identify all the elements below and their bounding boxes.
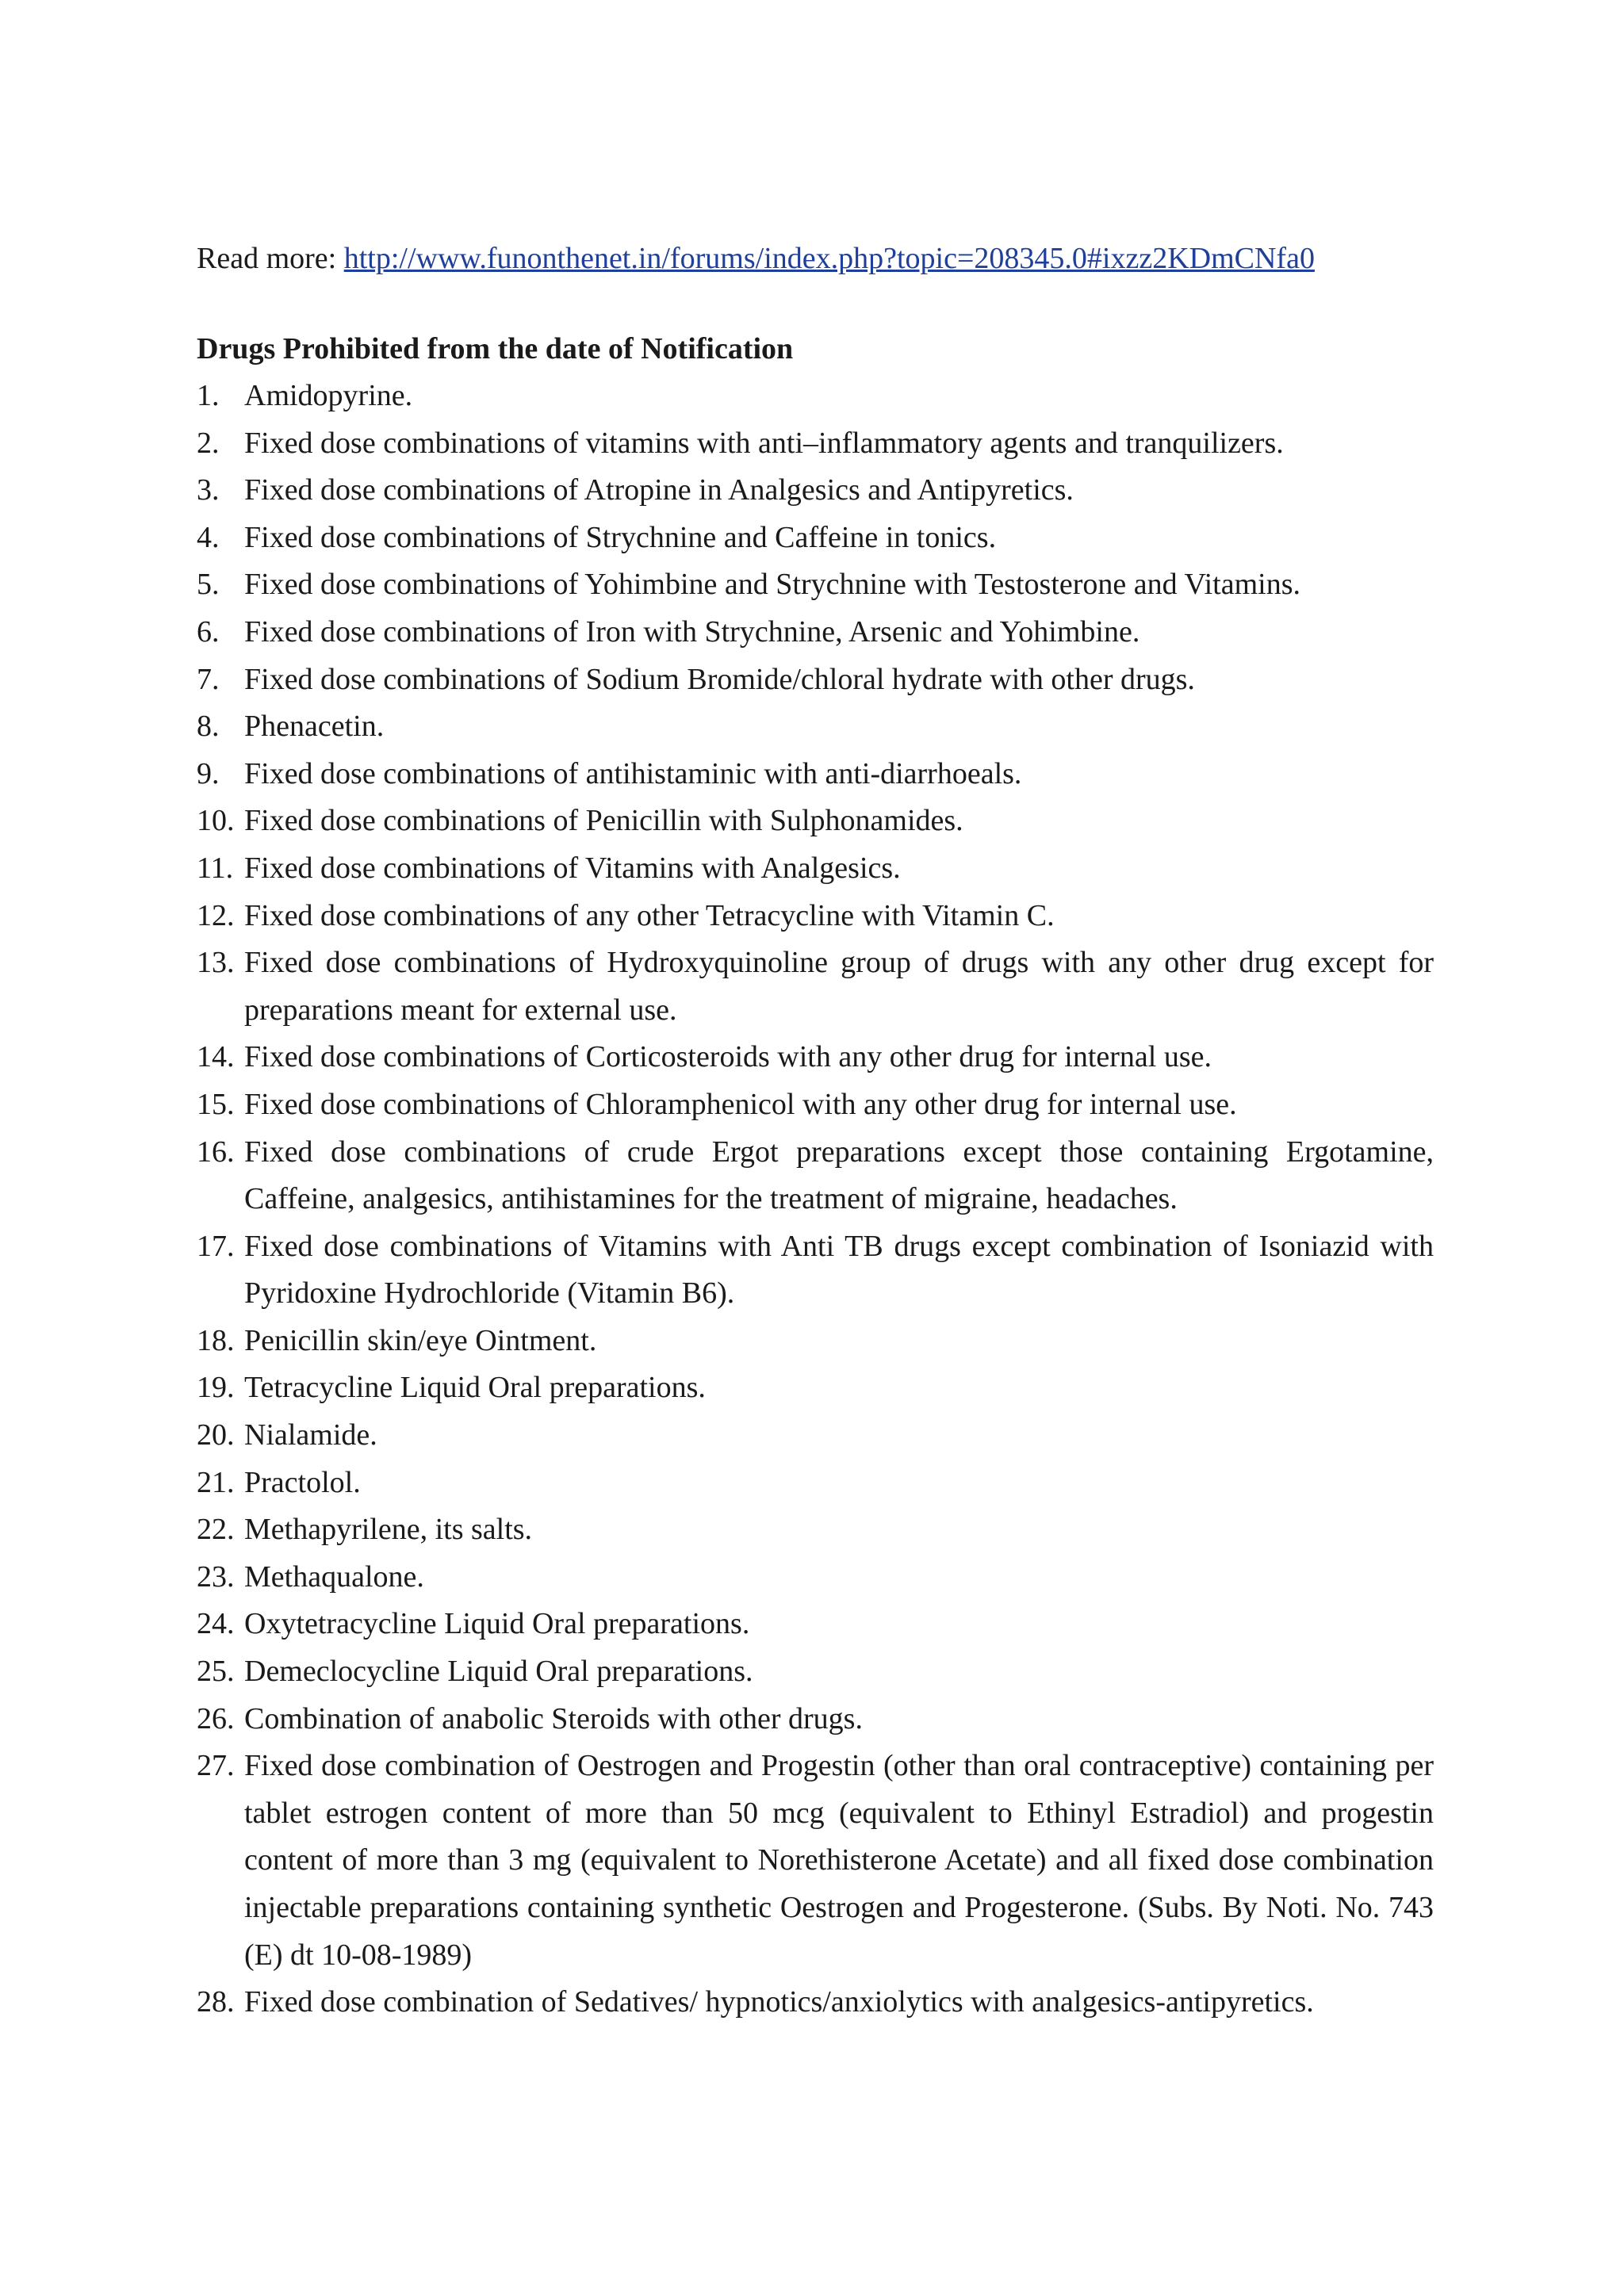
- read-more-line: [197, 235, 1434, 282]
- item-text: Combination of anabolic Steroids with other drugs.: [244, 1701, 863, 1735]
- item-text: Fixed dose combinations of Penicillin with Sulphonamides.: [244, 804, 963, 838]
- item-text: Fixed dose combinations of Vitamins with Anti TB drugs except combination of Isoniazid with Pyridoxine Hydrochloride (Vitamin B6).: [244, 1229, 1434, 1311]
- list-item: [197, 1554, 1434, 1601]
- list-item: [197, 373, 1434, 420]
- item-number: 23.: [197, 1559, 235, 1594]
- item-number: 24.: [197, 1607, 235, 1641]
- list-item: [197, 656, 1434, 704]
- item-number: 20.: [197, 1418, 235, 1452]
- item-text: Fixed dose combinations of Yohimbine and Strychnine with Testosterone and Vitamins.: [244, 568, 1300, 602]
- item-number: 19.: [197, 1371, 235, 1405]
- item-number: 22.: [197, 1513, 235, 1547]
- prohibited-drug-list: [197, 373, 1434, 2026]
- item-text: Fixed dose combination of Oestrogen and Progestin (other than oral contraceptive) containing per tablet estrogen content of more than 50 mcg (equivalent to Ethinyl Estradiol) and progestin content of more than 3 mg (equivalent to Norethisterone Acetate) and all fixed dose combination injectable preparations containing synthetic Oestrogen and Progesterone. (Subs. By Noti. No. 743 (E) dt 10-08-1989): [244, 1749, 1434, 1972]
- item-text: Methapyrilene, its salts.: [244, 1513, 533, 1547]
- item-text: Nialamide.: [244, 1418, 377, 1452]
- item-number: 21.: [197, 1465, 235, 1499]
- list-item: [197, 1129, 1434, 1223]
- item-text: Fixed dose combinations of Vitamins with Analgesics.: [244, 851, 901, 885]
- item-text: Fixed dose combinations of crude Ergot preparations except those containing Ergotamine, Caffeine, analgesics, antihistamines for the treatment of migraine, headaches.: [244, 1135, 1434, 1216]
- item-text: Practolol.: [244, 1465, 361, 1499]
- item-number: 13.: [197, 946, 235, 980]
- item-text: Fixed dose combinations of Atropine in Analgesics and Antipyretics.: [244, 473, 1074, 507]
- item-number: 15.: [197, 1087, 235, 1121]
- list-item: [197, 1318, 1434, 1365]
- item-text: Fixed dose combinations of Hydroxyquinoline group of drugs with any other drug except for preparations meant for external use.: [244, 946, 1434, 1027]
- item-number: 16.: [197, 1135, 235, 1169]
- item-number: 11.: [197, 851, 234, 885]
- item-text: Methaqualone.: [244, 1559, 424, 1594]
- list-item: [197, 1743, 1434, 1979]
- list-item: [197, 751, 1434, 798]
- item-text: Fixed dose combinations of Strychnine and Caffeine in tonics.: [244, 520, 997, 554]
- item-number: 4.: [197, 520, 220, 554]
- list-item: [197, 1081, 1434, 1129]
- item-text: Fixed dose combinations of Sodium Bromide/chloral hydrate with other drugs.: [244, 662, 1195, 696]
- item-text: Amidopyrine.: [244, 379, 413, 412]
- list-item: [197, 561, 1434, 609]
- list-item: [197, 939, 1434, 1034]
- read-more-link[interactable]: http://www.funonthenet.in/forums/index.php?topic=208345.0#ixzz2KDmCNfa0: [343, 242, 1315, 275]
- list-item: [197, 1460, 1434, 1507]
- item-number: 1.: [197, 379, 220, 412]
- item-number: 10.: [197, 804, 235, 838]
- item-number: 26.: [197, 1701, 235, 1735]
- list-item: [197, 1601, 1434, 1648]
- item-text: Phenacetin.: [244, 710, 385, 744]
- item-text: Fixed dose combinations of antihistaminic with anti-diarrhoeals.: [244, 756, 1022, 790]
- item-number: 3.: [197, 473, 220, 507]
- item-number: 9.: [197, 756, 220, 790]
- list-item: [197, 1506, 1434, 1554]
- list-item: [197, 1412, 1434, 1460]
- item-text: Fixed dose combinations of Iron with Strychnine, Arsenic and Yohimbine.: [244, 614, 1140, 649]
- document-content: [197, 235, 1434, 2026]
- item-number: 8.: [197, 710, 220, 744]
- item-number: 7.: [197, 662, 220, 696]
- item-number: 14.: [197, 1040, 235, 1074]
- list-item: [197, 845, 1434, 893]
- list-item: [197, 609, 1434, 656]
- list-item: [197, 467, 1434, 515]
- item-number: 17.: [197, 1229, 235, 1263]
- item-text: Fixed dose combinations of Chloramphenicol with any other drug for internal use.: [244, 1087, 1237, 1121]
- item-text: Fixed dose combination of Sedatives/ hypnotics/anxiolytics with analgesics-antipyretics.: [244, 1985, 1314, 2019]
- list-item: [197, 1223, 1434, 1318]
- list-item: [197, 703, 1434, 751]
- item-number: 12.: [197, 898, 235, 932]
- list-item: [197, 1034, 1434, 1081]
- item-text: Oxytetracycline Liquid Oral preparations.: [244, 1607, 750, 1641]
- item-number: 28.: [197, 1985, 235, 2019]
- list-item: [197, 1696, 1434, 1743]
- item-number: 25.: [197, 1655, 235, 1689]
- read-more-label: Read more:: [197, 242, 344, 275]
- list-item: [197, 893, 1434, 940]
- item-text: Demeclocycline Liquid Oral preparations.: [244, 1655, 753, 1689]
- item-number: 27.: [197, 1749, 235, 1783]
- item-number: 18.: [197, 1323, 235, 1357]
- item-number: 6.: [197, 614, 220, 649]
- list-item: [197, 515, 1434, 562]
- list-item: [197, 1648, 1434, 1696]
- list-item: [197, 1364, 1434, 1412]
- item-text: Tetracycline Liquid Oral preparations.: [244, 1371, 706, 1405]
- item-number: 2.: [197, 426, 220, 460]
- list-item: [197, 420, 1434, 468]
- list-item: [197, 798, 1434, 845]
- item-text: Fixed dose combinations of any other Tetracycline with Vitamin C.: [244, 898, 1055, 932]
- item-text: Penicillin skin/eye Ointment.: [244, 1323, 597, 1357]
- item-number: 5.: [197, 568, 220, 602]
- item-text: Fixed dose combinations of vitamins with anti–inflammatory agents and tranquilizers.: [244, 426, 1284, 460]
- item-text: Fixed dose combinations of Corticosteroids with any other drug for internal use.: [244, 1040, 1212, 1074]
- list-item: [197, 1979, 1434, 2026]
- section-heading: Drugs Prohibited from the date of Notification: [197, 332, 794, 365]
